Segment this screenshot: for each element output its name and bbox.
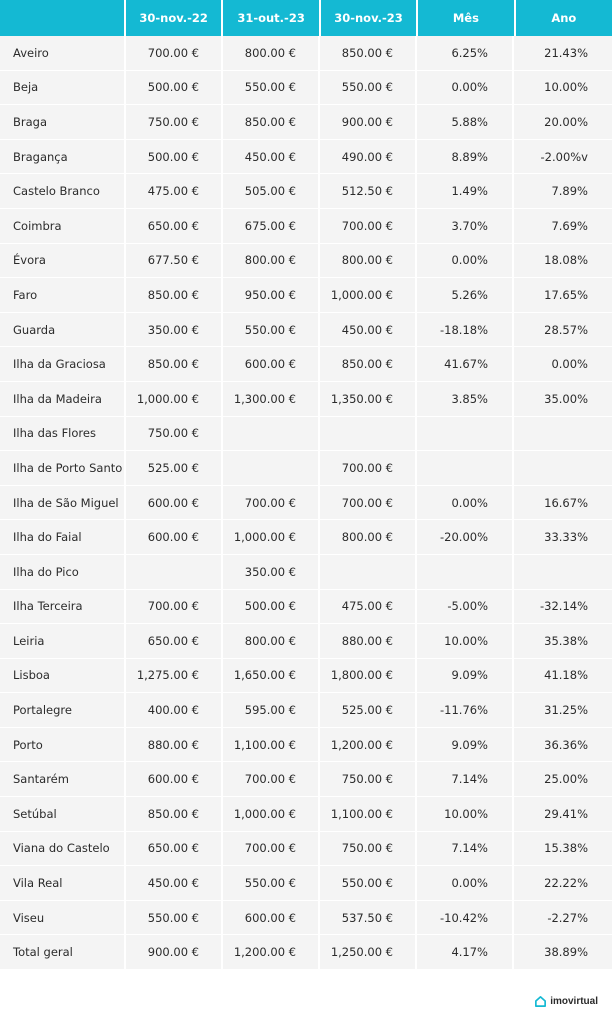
cell-out-23: 1,100.00 € — [223, 728, 320, 762]
cell-region: Vila Real — [0, 866, 126, 900]
cell-out-23: 595.00 € — [223, 693, 320, 727]
table-row — [0, 486, 612, 521]
cell-region: Leiria — [0, 624, 126, 658]
cell-out-23: 700.00 € — [223, 832, 320, 866]
table-body — [0, 36, 612, 970]
header-cell-nov-23: 30-nov.-23 — [321, 0, 418, 36]
cell-year: 0.00% — [514, 347, 612, 381]
cell-year: 35.38% — [514, 624, 612, 658]
cell-nov-22: 850.00 € — [126, 797, 223, 831]
cell-out-23: 700.00 € — [223, 762, 320, 796]
cell-region: Total geral — [0, 935, 126, 969]
cell-month: 41.67% — [417, 347, 514, 381]
table-row — [0, 693, 612, 728]
cell-month: 8.89% — [417, 140, 514, 174]
cell-nov-22: 750.00 € — [126, 105, 223, 139]
cell-year: -2.27% — [514, 901, 612, 935]
cell-month: 3.70% — [417, 209, 514, 243]
cell-out-23: 500.00 € — [223, 590, 320, 624]
cell-nov-23: 512.50 € — [320, 174, 417, 208]
cell-region: Castelo Branco — [0, 174, 126, 208]
cell-nov-23: 880.00 € — [320, 624, 417, 658]
table-row — [0, 797, 612, 832]
table-row — [0, 762, 612, 797]
header-cell-nov-22: 30-nov.-22 — [126, 0, 223, 36]
cell-month: 10.00% — [417, 624, 514, 658]
cell-nov-23 — [320, 555, 417, 589]
cell-nov-23: 750.00 € — [320, 762, 417, 796]
cell-out-23: 505.00 € — [223, 174, 320, 208]
table-row — [0, 105, 612, 140]
cell-out-23: 800.00 € — [223, 244, 320, 278]
table-row — [0, 624, 612, 659]
cell-nov-23: 450.00 € — [320, 313, 417, 347]
table-row — [0, 659, 612, 694]
table-row — [0, 901, 612, 936]
table-row — [0, 313, 612, 348]
cell-year — [514, 555, 612, 589]
cell-nov-22: 650.00 € — [126, 624, 223, 658]
cell-year: 10.00% — [514, 71, 612, 105]
cell-out-23: 1,200.00 € — [223, 935, 320, 969]
cell-out-23: 850.00 € — [223, 105, 320, 139]
cell-out-23: 350.00 € — [223, 555, 320, 589]
cell-region: Ilha de Porto Santo — [0, 451, 126, 485]
header-cell-out-23: 31-out.-23 — [223, 0, 320, 36]
cell-nov-23: 490.00 € — [320, 140, 417, 174]
cell-nov-22: 600.00 € — [126, 762, 223, 796]
cell-month: -5.00% — [417, 590, 514, 624]
table-row-total — [0, 935, 612, 970]
table-row — [0, 555, 612, 590]
cell-year: 41.18% — [514, 659, 612, 693]
cell-nov-22: 1,000.00 € — [126, 382, 223, 416]
cell-nov-22: 700.00 € — [126, 590, 223, 624]
cell-region: Ilha do Faial — [0, 520, 126, 554]
table-row — [0, 244, 612, 279]
cell-nov-23: 800.00 € — [320, 244, 417, 278]
cell-region: Faro — [0, 278, 126, 312]
cell-year: 20.00% — [514, 105, 612, 139]
cell-nov-23: 850.00 € — [320, 347, 417, 381]
cell-nov-23: 525.00 € — [320, 693, 417, 727]
cell-year: 15.38% — [514, 832, 612, 866]
cell-nov-22 — [126, 555, 223, 589]
table-row — [0, 451, 612, 486]
cell-month: 5.26% — [417, 278, 514, 312]
cell-region: Bragança — [0, 140, 126, 174]
table-row — [0, 71, 612, 106]
cell-month: 7.14% — [417, 762, 514, 796]
cell-month: -20.00% — [417, 520, 514, 554]
cell-nov-22: 900.00 € — [126, 935, 223, 969]
logo-text: imovirtual — [550, 996, 598, 1007]
cell-region: Viseu — [0, 901, 126, 935]
cell-nov-22: 880.00 € — [126, 728, 223, 762]
table-row — [0, 382, 612, 417]
cell-out-23: 550.00 € — [223, 313, 320, 347]
cell-month: 7.14% — [417, 832, 514, 866]
cell-year: -2.00%v — [514, 140, 612, 174]
cell-nov-23: 750.00 € — [320, 832, 417, 866]
cell-out-23: 675.00 € — [223, 209, 320, 243]
cell-nov-23: 700.00 € — [320, 451, 417, 485]
cell-year: 38.89% — [514, 935, 612, 969]
cell-region: Setúbal — [0, 797, 126, 831]
cell-out-23: 450.00 € — [223, 140, 320, 174]
cell-year: 7.69% — [514, 209, 612, 243]
cell-year: 7.89% — [514, 174, 612, 208]
cell-month — [417, 451, 514, 485]
cell-out-23 — [223, 417, 320, 451]
cell-nov-22: 400.00 € — [126, 693, 223, 727]
cell-out-23: 950.00 € — [223, 278, 320, 312]
cell-year: 25.00% — [514, 762, 612, 796]
table-row — [0, 832, 612, 867]
cell-region: Ilha Terceira — [0, 590, 126, 624]
cell-region: Viana do Castelo — [0, 832, 126, 866]
table-row — [0, 728, 612, 763]
cell-nov-22: 650.00 € — [126, 832, 223, 866]
cell-year: 28.57% — [514, 313, 612, 347]
cell-month: 6.25% — [417, 36, 514, 70]
cell-month: -10.42% — [417, 901, 514, 935]
cell-year: 18.08% — [514, 244, 612, 278]
cell-year: 17.65% — [514, 278, 612, 312]
cell-nov-23: 700.00 € — [320, 486, 417, 520]
cell-region: Évora — [0, 244, 126, 278]
cell-month: 0.00% — [417, 71, 514, 105]
cell-out-23: 800.00 € — [223, 36, 320, 70]
cell-out-23: 1,650.00 € — [223, 659, 320, 693]
cell-month: 5.88% — [417, 105, 514, 139]
cell-month: 10.00% — [417, 797, 514, 831]
header-cell-month: Mês — [418, 0, 515, 36]
table-row — [0, 520, 612, 555]
cell-year: 21.43% — [514, 36, 612, 70]
cell-nov-22: 350.00 € — [126, 313, 223, 347]
cell-nov-22: 750.00 € — [126, 417, 223, 451]
cell-nov-23: 537.50 € — [320, 901, 417, 935]
cell-region: Ilha do Pico — [0, 555, 126, 589]
cell-year: 22.22% — [514, 866, 612, 900]
cell-nov-22: 500.00 € — [126, 140, 223, 174]
cell-out-23: 700.00 € — [223, 486, 320, 520]
cell-nov-23: 1,350.00 € — [320, 382, 417, 416]
table-row — [0, 278, 612, 313]
cell-region: Santarém — [0, 762, 126, 796]
cell-month: 0.00% — [417, 244, 514, 278]
cell-nov-22: 677.50 € — [126, 244, 223, 278]
imovirtual-logo — [534, 995, 598, 1008]
cell-nov-22: 550.00 € — [126, 901, 223, 935]
cell-region: Ilha de São Miguel — [0, 486, 126, 520]
cell-nov-22: 850.00 € — [126, 278, 223, 312]
cell-month: 9.09% — [417, 659, 514, 693]
cell-out-23: 1,300.00 € — [223, 382, 320, 416]
cell-region: Porto — [0, 728, 126, 762]
cell-month: -11.76% — [417, 693, 514, 727]
table-row — [0, 866, 612, 901]
header-cell-year: Ano — [551, 11, 577, 25]
cell-year: 16.67% — [514, 486, 612, 520]
cell-nov-22: 600.00 € — [126, 486, 223, 520]
cell-out-23: 550.00 € — [223, 866, 320, 900]
cell-month: 9.09% — [417, 728, 514, 762]
cell-year: 35.00% — [514, 382, 612, 416]
cell-region: Coimbra — [0, 209, 126, 243]
cell-nov-23: 550.00 € — [320, 866, 417, 900]
cell-nov-22: 475.00 € — [126, 174, 223, 208]
cell-nov-23: 1,250.00 € — [320, 935, 417, 969]
cell-out-23: 1,000.00 € — [223, 520, 320, 554]
table-row — [0, 590, 612, 625]
cell-region: Portalegre — [0, 693, 126, 727]
table-row — [0, 347, 612, 382]
cell-region: Aveiro — [0, 36, 126, 70]
cell-region: Ilha da Graciosa — [0, 347, 126, 381]
cell-month — [417, 417, 514, 451]
cell-nov-23: 850.00 € — [320, 36, 417, 70]
cell-year: 36.36% — [514, 728, 612, 762]
cell-month: 0.00% — [417, 486, 514, 520]
table-header — [0, 0, 612, 36]
cell-year: -32.14% — [514, 590, 612, 624]
cell-out-23: 550.00 € — [223, 71, 320, 105]
cell-nov-23: 1,200.00 € — [320, 728, 417, 762]
cell-nov-22: 500.00 € — [126, 71, 223, 105]
cell-nov-22: 700.00 € — [126, 36, 223, 70]
cell-nov-23: 550.00 € — [320, 71, 417, 105]
table-row — [0, 417, 612, 452]
cell-region: Lisboa — [0, 659, 126, 693]
cell-month: 3.85% — [417, 382, 514, 416]
cell-region: Ilha da Madeira — [0, 382, 126, 416]
cell-nov-23 — [320, 417, 417, 451]
cell-nov-23: 1,800.00 € — [320, 659, 417, 693]
header-cell-region — [0, 0, 126, 36]
table-row — [0, 140, 612, 175]
cell-region: Braga — [0, 105, 126, 139]
cell-nov-22: 850.00 € — [126, 347, 223, 381]
cell-nov-22: 1,275.00 € — [126, 659, 223, 693]
cell-out-23: 600.00 € — [223, 347, 320, 381]
cell-nov-23: 1,100.00 € — [320, 797, 417, 831]
cell-year — [514, 451, 612, 485]
cell-month: 4.17% — [417, 935, 514, 969]
cell-month: 1.49% — [417, 174, 514, 208]
table-row — [0, 174, 612, 209]
cell-out-23: 1,000.00 € — [223, 797, 320, 831]
cell-nov-22: 450.00 € — [126, 866, 223, 900]
cell-nov-23: 800.00 € — [320, 520, 417, 554]
cell-year: 31.25% — [514, 693, 612, 727]
cell-nov-23: 900.00 € — [320, 105, 417, 139]
cell-region: Ilha das Flores — [0, 417, 126, 451]
cell-year: 29.41% — [514, 797, 612, 831]
cell-region: Beja — [0, 71, 126, 105]
cell-region: Guarda — [0, 313, 126, 347]
cell-month: -18.18% — [417, 313, 514, 347]
cell-nov-23: 700.00 € — [320, 209, 417, 243]
cell-out-23: 800.00 € — [223, 624, 320, 658]
table-row — [0, 36, 612, 71]
cell-month — [417, 555, 514, 589]
cell-month: 0.00% — [417, 866, 514, 900]
cell-nov-22: 525.00 € — [126, 451, 223, 485]
cell-year: 33.33% — [514, 520, 612, 554]
cell-nov-23: 1,000.00 € — [320, 278, 417, 312]
table-row — [0, 209, 612, 244]
house-icon — [534, 995, 547, 1008]
cell-nov-23: 475.00 € — [320, 590, 417, 624]
cell-year — [514, 417, 612, 451]
cell-nov-22: 600.00 € — [126, 520, 223, 554]
cell-nov-22: 650.00 € — [126, 209, 223, 243]
cell-out-23 — [223, 451, 320, 485]
cell-out-23: 600.00 € — [223, 901, 320, 935]
